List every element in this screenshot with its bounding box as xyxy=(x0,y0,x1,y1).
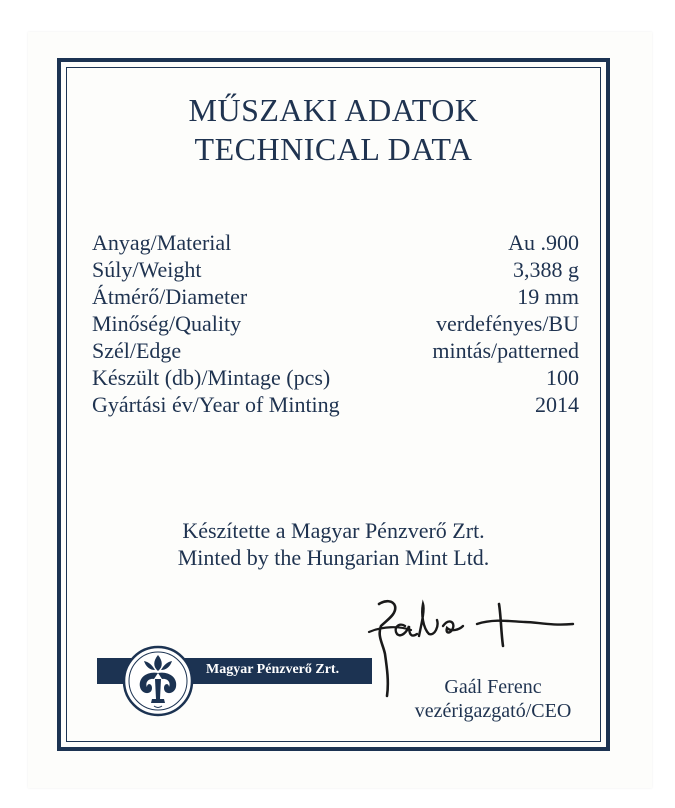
spec-label: Minőség/Quality xyxy=(92,311,242,336)
spec-row-quality xyxy=(92,310,579,337)
spec-label: Átmérő/Diameter xyxy=(92,284,248,309)
logo-text: Magyar Pénzverő Zrt. xyxy=(206,662,340,677)
spec-row-edge xyxy=(92,337,579,364)
credit-hungarian: Készítette a Magyar Pénzverő Zrt. xyxy=(182,518,485,543)
title-english: TECHNICAL DATA xyxy=(194,131,473,167)
spec-value: verdefényes/BU xyxy=(436,311,579,336)
spec-value: 19 mm xyxy=(517,284,579,309)
spec-label: Gyártási év/Year of Minting xyxy=(92,392,340,417)
spec-value: 2014 xyxy=(535,392,579,417)
credit-english: Minted by the Hungarian Mint Ltd. xyxy=(177,545,490,570)
spec-label: Súly/Weight xyxy=(92,257,202,282)
spec-row-year xyxy=(92,391,579,418)
mint-emblem-icon xyxy=(122,643,194,719)
spec-label: Készült (db)/Mintage (pcs) xyxy=(92,365,331,390)
spec-value: 100 xyxy=(546,365,579,390)
signer-title: vezérigazgató/CEO xyxy=(414,700,572,722)
spec-value: mintás/patterned xyxy=(432,338,579,363)
spec-value: Au .900 xyxy=(508,230,579,255)
spec-label: Anyag/Material xyxy=(92,230,232,255)
spec-row-diameter xyxy=(92,283,579,310)
spec-value: 3,388 g xyxy=(513,257,579,282)
signer-name: Gaál Ferenc xyxy=(444,676,542,698)
spec-label: Szél/Edge xyxy=(92,338,182,363)
spec-table xyxy=(92,229,579,418)
spec-row-mintage xyxy=(92,364,579,391)
title-hungarian: MŰSZAKI ADATOK xyxy=(188,92,479,128)
spec-row-material xyxy=(92,229,579,256)
spec-row-weight xyxy=(92,256,579,283)
